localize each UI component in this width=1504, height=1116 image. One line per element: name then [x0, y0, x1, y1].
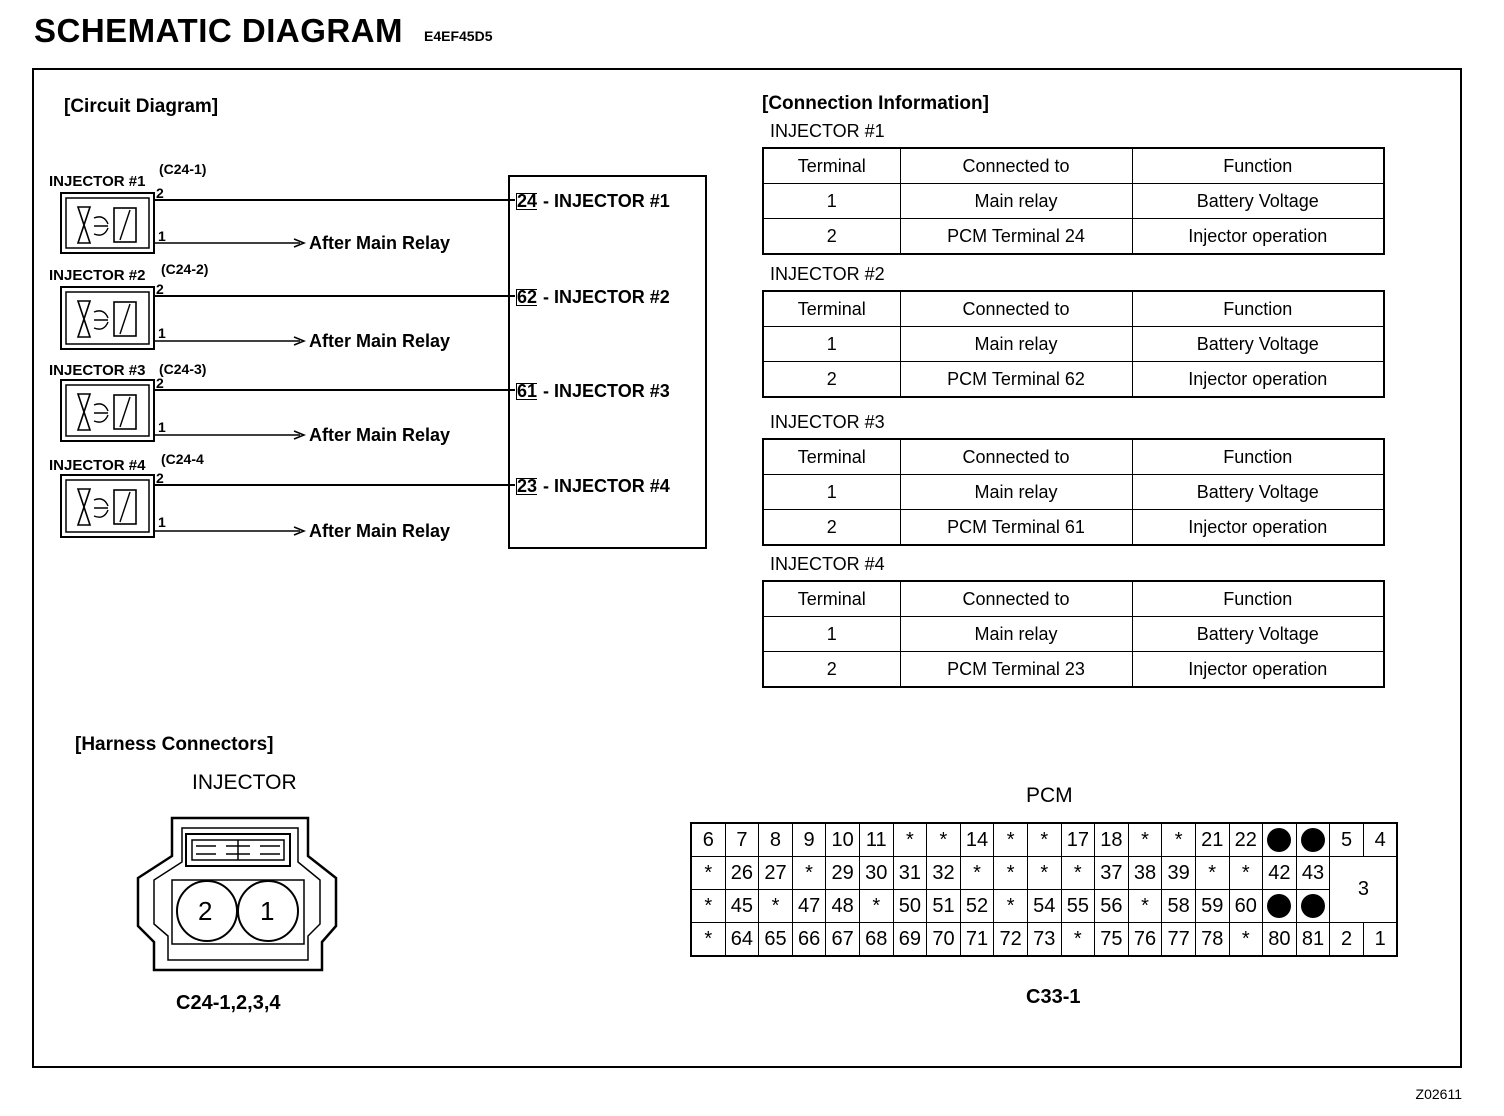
- pcm-pin: 37: [1095, 857, 1129, 890]
- column-header: Function: [1132, 291, 1384, 327]
- injector-2-relay-label: After Main Relay: [309, 331, 451, 351]
- pcm-pin: 22: [1229, 823, 1263, 857]
- pcm-pin: 42: [1263, 857, 1297, 890]
- table-cell: Battery Voltage: [1132, 617, 1384, 652]
- injector-4-relay-label: After Main Relay: [309, 521, 451, 541]
- table-cell: Injector operation: [1132, 510, 1384, 546]
- column-header: Connected to: [900, 439, 1132, 475]
- pcm-pin: *: [691, 890, 725, 923]
- table-cell: PCM Terminal 61: [900, 510, 1132, 546]
- table-row: [763, 184, 1384, 219]
- pcm-pin: *: [994, 890, 1028, 923]
- table-title-injector-3: INJECTOR #3: [770, 412, 885, 432]
- pcm-pin-injector-3: 61 - INJECTOR #3: [517, 381, 670, 401]
- injector-4-pin-1: 1: [158, 514, 166, 530]
- injector-connector-pin-1: 1: [260, 896, 275, 926]
- pcm-pin: 6: [691, 823, 725, 857]
- table-cell: 1: [763, 475, 900, 510]
- table-row: [763, 617, 1384, 652]
- pcm-pin-injector-1: 24 - INJECTOR #1: [517, 191, 670, 211]
- pcm-pin: 60: [1229, 890, 1263, 923]
- column-header: Connected to: [900, 148, 1132, 184]
- column-header: Terminal: [763, 148, 900, 184]
- connection-info-heading: [Connection Information]: [762, 93, 989, 114]
- pcm-pin: 59: [1195, 890, 1229, 923]
- injector-connector-pin-2: 2: [198, 896, 213, 926]
- filled-pin-marker: [1267, 894, 1291, 918]
- injector-connector-drawing: [138, 818, 336, 970]
- table-cell: 2: [763, 510, 900, 546]
- pcm-pin: 71: [960, 923, 994, 957]
- column-header: Terminal: [763, 439, 900, 475]
- pcm-pin: 31: [893, 857, 927, 890]
- injector-2-pin-2: 2: [156, 281, 164, 297]
- pcm-pin-injector-4: 23 - INJECTOR #4: [517, 476, 670, 496]
- pcm-pin-injector-2: 62 - INJECTOR #2: [517, 287, 670, 307]
- pcm-pin: 27: [759, 857, 793, 890]
- table-row: [763, 219, 1384, 255]
- pcm-pin: *: [893, 823, 927, 857]
- pcm-pin: [1296, 823, 1330, 857]
- injector-2-pin-1: 1: [158, 325, 166, 341]
- circuit-diagram-heading: [Circuit Diagram]: [64, 96, 219, 117]
- pcm-pin: *: [1229, 857, 1263, 890]
- injector-2-label: INJECTOR #2: [49, 267, 146, 284]
- pcm-pin: 66: [792, 923, 826, 957]
- table-cell: 1: [763, 327, 900, 362]
- pcm-pin: 9: [792, 823, 826, 857]
- table-cell: PCM Terminal 62: [900, 362, 1132, 398]
- table-row: [763, 327, 1384, 362]
- pcm-pin: [1296, 890, 1330, 923]
- pcm-pin: *: [1061, 857, 1095, 890]
- table-cell: Battery Voltage: [1132, 327, 1384, 362]
- pcm-pin: 17: [1061, 823, 1095, 857]
- injector-2-connector: (C24-2): [161, 261, 209, 277]
- column-header: Function: [1132, 439, 1384, 475]
- pcm-pin: 1: [1363, 923, 1397, 957]
- table-title-injector-2: INJECTOR #2: [770, 264, 885, 284]
- pcm-pin: [1263, 823, 1297, 857]
- column-header: Connected to: [900, 581, 1132, 617]
- table-cell: Main relay: [900, 327, 1132, 362]
- injector-3-pin-1: 1: [158, 419, 166, 435]
- table-row: [763, 475, 1384, 510]
- pcm-pin: 64: [725, 923, 759, 957]
- pcm-pin: *: [1128, 890, 1162, 923]
- filled-pin-marker: [1301, 894, 1325, 918]
- pcm-pin-row: [691, 857, 1397, 890]
- injector-2-symbol: [61, 287, 154, 349]
- page-title: SCHEMATIC DIAGRAM: [34, 12, 404, 49]
- injector-1-pin-2: 2: [156, 185, 164, 201]
- table-cell: 2: [763, 652, 900, 688]
- pcm-pin: 29: [826, 857, 860, 890]
- pcm-pin: 77: [1162, 923, 1196, 957]
- table-cell: Main relay: [900, 475, 1132, 510]
- pcm-pin: 32: [927, 857, 961, 890]
- pcm-pin: 14: [960, 823, 994, 857]
- table-title-injector-4: INJECTOR #4: [770, 554, 885, 574]
- injector-3-connector: (C24-3): [159, 361, 207, 377]
- pcm-pin: 48: [826, 890, 860, 923]
- pcm-pin: 50: [893, 890, 927, 923]
- pcm-pin: *: [1027, 857, 1061, 890]
- column-header: Function: [1132, 581, 1384, 617]
- table-cell: Main relay: [900, 184, 1132, 219]
- table-cell: Battery Voltage: [1132, 475, 1384, 510]
- pcm-pin: 43: [1296, 857, 1330, 890]
- pcm-pin: 76: [1128, 923, 1162, 957]
- pcm-pin: 52: [960, 890, 994, 923]
- injector-3-symbol: [61, 380, 154, 441]
- pcm-pin: 58: [1162, 890, 1196, 923]
- pcm-pin: 8: [759, 823, 793, 857]
- pcm-pin: 81: [1296, 923, 1330, 957]
- connection-table-injector-4: [762, 580, 1385, 688]
- injector-4-symbol: [61, 475, 154, 537]
- column-header: Terminal: [763, 291, 900, 327]
- pcm-pin: 55: [1061, 890, 1095, 923]
- pcm-pin: *: [759, 890, 793, 923]
- pcm-pin: 67: [826, 923, 860, 957]
- filled-pin-marker: [1267, 828, 1291, 852]
- table-cell: PCM Terminal 23: [900, 652, 1132, 688]
- injector-3-relay-label: After Main Relay: [309, 425, 451, 445]
- pcm-pin: 75: [1095, 923, 1129, 957]
- table-cell: PCM Terminal 24: [900, 219, 1132, 255]
- pcm-pin: *: [691, 923, 725, 957]
- injector-4-label: INJECTOR #4: [49, 457, 146, 474]
- pcm-pin: 2: [1330, 923, 1364, 957]
- column-header: Function: [1132, 148, 1384, 184]
- table-cell: 1: [763, 184, 900, 219]
- filled-pin-marker: [1301, 828, 1325, 852]
- table-cell: 2: [763, 362, 900, 398]
- pcm-pin: 65: [759, 923, 793, 957]
- table-row: [763, 510, 1384, 546]
- pcm-pin-row: [691, 923, 1397, 957]
- injector-1-pin-1: 1: [158, 228, 166, 244]
- table-cell: 1: [763, 617, 900, 652]
- pcm-pin: 69: [893, 923, 927, 957]
- pcm-pin: 51: [927, 890, 961, 923]
- pcm-pin: *: [994, 857, 1028, 890]
- pcm-pin: [1263, 890, 1297, 923]
- pcm-pin: 30: [859, 857, 893, 890]
- pcm-connector-pin-grid: [690, 822, 1398, 957]
- pcm-pin: *: [1195, 857, 1229, 890]
- table-row: [763, 362, 1384, 398]
- pcm-pin: *: [994, 823, 1028, 857]
- table-cell: 2: [763, 219, 900, 255]
- injector-connector-label: INJECTOR: [192, 771, 297, 794]
- table-cell: Battery Voltage: [1132, 184, 1384, 219]
- injector-connector-id: C24-1,2,3,4: [176, 992, 281, 1014]
- pcm-pin: *: [691, 857, 725, 890]
- pcm-pin: 26: [725, 857, 759, 890]
- table-cell: Injector operation: [1132, 219, 1384, 255]
- pcm-pin: *: [859, 890, 893, 923]
- pcm-connector-id: C33-1: [1026, 986, 1081, 1008]
- pcm-pin: 10: [826, 823, 860, 857]
- pcm-pin: 68: [859, 923, 893, 957]
- pcm-pin: 73: [1027, 923, 1061, 957]
- pcm-pin: 78: [1195, 923, 1229, 957]
- table-cell: Injector operation: [1132, 362, 1384, 398]
- injector-4-pin-2: 2: [156, 470, 164, 486]
- pcm-pin-row: [691, 890, 1397, 923]
- table-title-injector-1: INJECTOR #1: [770, 121, 885, 141]
- pcm-pin: 3: [1330, 857, 1398, 923]
- column-header: Terminal: [763, 581, 900, 617]
- injector-3-pin-2: 2: [156, 375, 164, 391]
- pcm-pin: 54: [1027, 890, 1061, 923]
- pcm-pin: 21: [1195, 823, 1229, 857]
- pcm-pin: 18: [1095, 823, 1129, 857]
- pcm-pin: 4: [1363, 823, 1397, 857]
- injector-4-connector: (C24-4: [161, 451, 204, 467]
- table-cell: Injector operation: [1132, 652, 1384, 688]
- pcm-pin: 45: [725, 890, 759, 923]
- injector-1-symbol: [61, 193, 154, 253]
- document-code: E4EF45D5: [424, 28, 493, 44]
- pcm-pin: 56: [1095, 890, 1129, 923]
- pcm-pin: *: [1061, 923, 1095, 957]
- pcm-pin: *: [792, 857, 826, 890]
- pcm-pin: 7: [725, 823, 759, 857]
- injector-3-label: INJECTOR #3: [49, 362, 146, 379]
- pcm-pin: 70: [927, 923, 961, 957]
- table-row: [763, 652, 1384, 688]
- pcm-pin: 5: [1330, 823, 1364, 857]
- table-cell: Main relay: [900, 617, 1132, 652]
- connection-table-injector-2: [762, 290, 1385, 398]
- pcm-pin: *: [960, 857, 994, 890]
- pcm-pin: 39: [1162, 857, 1196, 890]
- pcm-pin: 11: [859, 823, 893, 857]
- pcm-pin: 47: [792, 890, 826, 923]
- pcm-pin: 38: [1128, 857, 1162, 890]
- harness-connectors-heading: [Harness Connectors]: [75, 734, 274, 755]
- injector-1-connector: (C24-1): [159, 161, 207, 177]
- injector-1-label: INJECTOR #1: [49, 173, 146, 190]
- connection-table-injector-3: [762, 438, 1385, 546]
- pcm-pin: *: [1162, 823, 1196, 857]
- pcm-pin: 72: [994, 923, 1028, 957]
- injector-1-relay-label: After Main Relay: [309, 233, 451, 253]
- pcm-pin: *: [1027, 823, 1061, 857]
- connection-table-injector-1: [762, 147, 1385, 255]
- pcm-connector-label: PCM: [1026, 784, 1073, 807]
- pcm-pin: *: [1128, 823, 1162, 857]
- column-header: Connected to: [900, 291, 1132, 327]
- pcm-pin: 80: [1263, 923, 1297, 957]
- pcm-pin-row: [691, 823, 1397, 857]
- pcm-pin: *: [1229, 923, 1263, 957]
- figure-id: Z02611: [1415, 1086, 1462, 1102]
- pcm-pin: *: [927, 823, 961, 857]
